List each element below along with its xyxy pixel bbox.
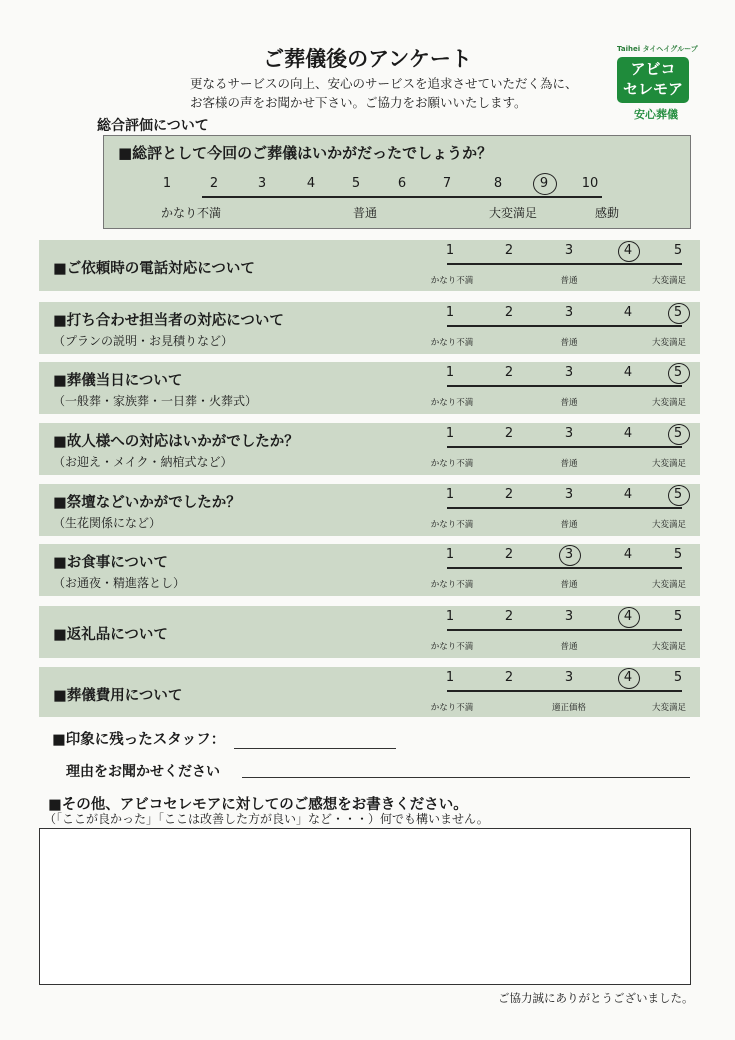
- scale-line: [447, 507, 682, 509]
- scale-number[interactable]: 2: [504, 365, 514, 380]
- question-row: [39, 240, 700, 291]
- scale-line: [202, 196, 602, 198]
- scale-line: [447, 385, 682, 387]
- scale-line: [447, 690, 682, 692]
- scale-label: 大変満足: [651, 580, 686, 590]
- reason-label: 理由をお聞かせください: [66, 764, 220, 780]
- question-text: ■お食事について: [53, 555, 168, 571]
- scale-number[interactable]: 5: [673, 609, 683, 624]
- scale-number[interactable]: 2: [209, 176, 219, 191]
- scale-line: [447, 263, 682, 265]
- logo-box: [617, 57, 689, 103]
- scale-label: 普通: [352, 206, 377, 220]
- scale-number[interactable]: 5: [673, 243, 683, 258]
- question-text: ■ご依頼時の電話対応について: [53, 261, 255, 277]
- intro-line-1: 更なるサービスの向上、安心のサービスを追求させていただく為に、: [190, 76, 578, 91]
- scale-number[interactable]: 2: [504, 305, 514, 320]
- scale-line: [447, 446, 682, 448]
- question-row: [39, 667, 700, 717]
- scale-label: 普通: [560, 520, 578, 530]
- scale-number[interactable]: 1: [445, 547, 455, 562]
- selected-circle: [668, 424, 690, 445]
- scale-label: 普通: [560, 276, 578, 286]
- scale-label: かなり不満: [430, 459, 474, 469]
- scale-number[interactable]: 10: [581, 176, 599, 191]
- scale-label: 大変満足: [651, 398, 686, 408]
- scale-label: 大変満足: [651, 642, 686, 652]
- scale-label: 普通: [560, 642, 578, 652]
- comments-box[interactable]: [39, 828, 691, 985]
- scale-label: 大変満足: [651, 459, 686, 469]
- selected-circle: [668, 303, 690, 324]
- scale-label: 感動: [594, 206, 619, 220]
- question-subtext: （お通夜・精進落とし）: [53, 576, 186, 590]
- selected-circle: [618, 607, 640, 628]
- scale-number[interactable]: 5: [351, 176, 361, 191]
- scale-number[interactable]: 3: [564, 609, 574, 624]
- scale-number[interactable]: 5: [673, 365, 683, 380]
- scale-label: 大変満足: [488, 206, 537, 220]
- scale-label: 普通: [560, 338, 578, 348]
- scale-number[interactable]: 4: [623, 426, 633, 441]
- intro-line-2: お客様の声をお聞かせ下さい。ご協力をお願いいたします。: [190, 95, 527, 110]
- scale-number[interactable]: 1: [445, 426, 455, 441]
- scale-number[interactable]: 4: [306, 176, 316, 191]
- scale-label: かなり不満: [160, 206, 221, 220]
- company-logo: [617, 44, 698, 130]
- question-row: [39, 423, 700, 475]
- scale-number[interactable]: 4: [623, 609, 633, 624]
- question-text: ■返礼品について: [53, 627, 168, 643]
- scale-label: かなり不満: [430, 338, 474, 348]
- question-text: ■故人様への対応はいかがでしたか？: [53, 434, 299, 450]
- scale-label: 普通: [560, 580, 578, 590]
- scale-number[interactable]: 4: [623, 305, 633, 320]
- scale-number[interactable]: 3: [564, 670, 574, 685]
- scale-number[interactable]: 9: [539, 176, 549, 191]
- overall-section-heading: 総合評価について: [97, 118, 209, 134]
- scale-number[interactable]: 3: [564, 547, 574, 562]
- scale-line: [447, 567, 682, 569]
- comments-sublabel: （「ここが良かった」「ここは改善した方が良い」など・・・）何でも構いません。: [44, 812, 489, 826]
- scale-label: 普通: [560, 398, 578, 408]
- scale-label: 大変満足: [651, 703, 686, 713]
- question-text: ■祭壇などいかがでしたか？: [53, 495, 241, 511]
- scale-number[interactable]: 5: [673, 305, 683, 320]
- scale-number[interactable]: 1: [445, 305, 455, 320]
- scale-number[interactable]: 7: [442, 176, 452, 191]
- question-row: [39, 302, 700, 354]
- reason-input-line[interactable]: [242, 777, 690, 778]
- question-subtext: （お迎え・メイク・納棺式など）: [53, 455, 233, 469]
- logo-group: Taihei タイヘイグループ: [617, 45, 698, 53]
- scale-number[interactable]: 4: [623, 365, 633, 380]
- scale-label: かなり不満: [430, 276, 474, 286]
- scale-number[interactable]: 8: [493, 176, 503, 191]
- selected-circle: [618, 241, 640, 262]
- scale-number[interactable]: 4: [623, 547, 633, 562]
- question-row: [39, 484, 700, 536]
- scale-line: [447, 629, 682, 631]
- scale-number[interactable]: 4: [623, 243, 633, 258]
- scale-number[interactable]: 4: [623, 487, 633, 502]
- scale-label: かなり不満: [430, 703, 474, 713]
- question-text: ■葬儀当日について: [53, 373, 183, 389]
- scale-label: かなり不満: [430, 520, 474, 530]
- selected-circle: [559, 545, 581, 566]
- scale-number[interactable]: 4: [623, 670, 633, 685]
- scale-number[interactable]: 3: [564, 487, 574, 502]
- scale-number[interactable]: 3: [564, 426, 574, 441]
- logo-tagline: 安心葬儀: [634, 108, 678, 121]
- scale-label: かなり不満: [430, 580, 474, 590]
- scale-label: かなり不満: [430, 398, 474, 408]
- scale-label: 適正価格: [551, 703, 586, 713]
- scale-number[interactable]: 1: [445, 609, 455, 624]
- scale-number[interactable]: 3: [564, 305, 574, 320]
- comments-label: ■その他、アビコセレモアに対してのご感想をお書きください。: [48, 797, 468, 813]
- scale-number[interactable]: 1: [445, 487, 455, 502]
- scale-number[interactable]: 1: [445, 243, 455, 258]
- question-row: [39, 362, 700, 414]
- question-subtext: （生花関係になど）: [53, 516, 162, 530]
- logo-line-1: アビコ: [630, 60, 676, 78]
- staff-input-line[interactable]: [234, 748, 396, 749]
- intro-text: [190, 74, 640, 112]
- question-subtext: （一般葬・家族葬・一日葬・火葬式）: [53, 394, 258, 408]
- scale-line: [447, 325, 682, 327]
- question-text: ■打ち合わせ担当者の対応について: [53, 313, 284, 329]
- scale-number[interactable]: 3: [564, 243, 574, 258]
- scale-number[interactable]: 6: [397, 176, 407, 191]
- scale-number[interactable]: 1: [445, 365, 455, 380]
- scale-number[interactable]: 2: [504, 547, 514, 562]
- scale-label: 大変満足: [651, 276, 686, 286]
- selected-circle: [618, 668, 640, 689]
- overall-question: ■総評として今回のご葬儀はいかがだったでしょうか？: [118, 144, 493, 162]
- scale-number[interactable]: 5: [673, 547, 683, 562]
- question-row: [39, 606, 700, 658]
- thanks-text: ご協力誠にありがとうございました。: [498, 991, 694, 1005]
- scale-number[interactable]: 1: [162, 176, 172, 191]
- scale-number[interactable]: 2: [504, 426, 514, 441]
- selected-circle: [668, 485, 690, 506]
- scale-label: 普通: [560, 459, 578, 469]
- overall-rating-box: [103, 135, 691, 229]
- scale-number[interactable]: 2: [504, 243, 514, 258]
- logo-line-2: セレモア: [622, 80, 683, 98]
- scale-number[interactable]: 2: [504, 487, 514, 502]
- scale-number[interactable]: 3: [257, 176, 267, 191]
- scale-label: かなり不満: [430, 642, 474, 652]
- scale-number[interactable]: 1: [445, 670, 455, 685]
- scale-number[interactable]: 3: [564, 365, 574, 380]
- question-text: ■葬儀費用について: [53, 688, 183, 704]
- selected-circle: [533, 173, 557, 195]
- selected-circle: [668, 363, 690, 384]
- question-row: [39, 544, 700, 596]
- scale-number[interactable]: 5: [673, 670, 683, 685]
- scale-label: 大変満足: [651, 338, 686, 348]
- scale-number[interactable]: 2: [504, 609, 514, 624]
- scale-label: 大変満足: [651, 520, 686, 530]
- scale-number[interactable]: 5: [673, 487, 683, 502]
- staff-label: ■印象に残ったスタッフ：: [52, 732, 226, 748]
- scale-number[interactable]: 5: [673, 426, 683, 441]
- scale-number[interactable]: 2: [504, 670, 514, 685]
- question-subtext: （プランの説明・お見積りなど）: [53, 334, 234, 348]
- page-title: ご葬儀後のアンケート: [263, 47, 472, 71]
